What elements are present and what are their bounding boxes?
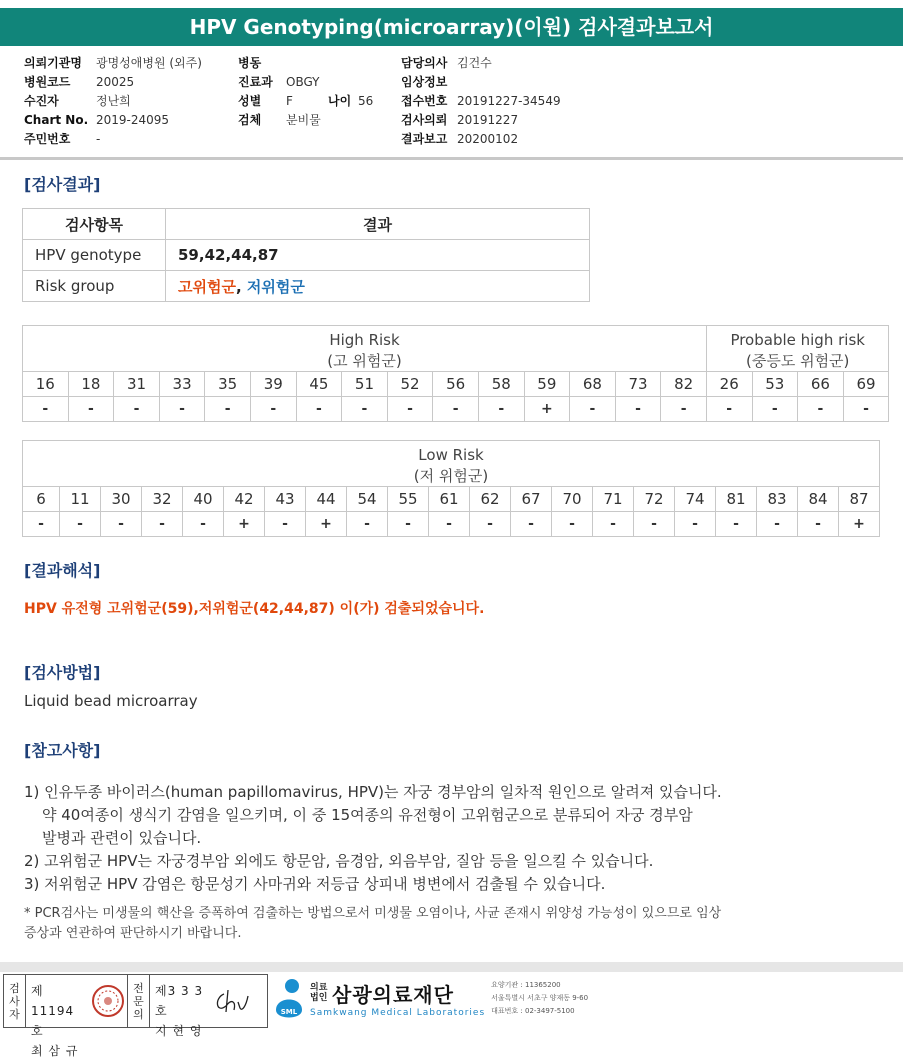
risk-high: 고위험군 (178, 277, 236, 296)
method-text: Liquid bead microarray (24, 692, 198, 710)
footer-divider (0, 962, 903, 972)
genotype-result-mark: - (265, 512, 306, 537)
info-row (401, 73, 561, 92)
genotype-result-mark: - (570, 397, 616, 422)
genotype-type: 43 (265, 487, 306, 512)
genotype-type: 45 (297, 372, 343, 397)
genotype-type: 68 (570, 372, 616, 397)
inspector-info (26, 975, 88, 1058)
genotype-type: 33 (160, 372, 206, 397)
genotype-label: HPV genotype (23, 240, 166, 271)
genotype-type: 44 (306, 487, 347, 512)
genotype-result-mark: - (347, 512, 388, 537)
info-col-2 (238, 54, 373, 130)
info-value: 광명성애병원 (외주) (96, 56, 202, 70)
section-method-heading: [검사방법] (24, 663, 101, 682)
info-row (401, 54, 561, 73)
genotype-type: 30 (101, 487, 142, 512)
info-row (238, 111, 373, 130)
genotype-type: 62 (470, 487, 511, 512)
reference-line: 1) 인유두종 바이러스(human papillomavirus, HPV)는 자궁 경부암의 일차적 원인으로 알려져 있습니다. (24, 783, 722, 801)
genotype-type: 59 (525, 372, 571, 397)
genotype-result-mark: - (552, 512, 593, 537)
info-value: 분비물 (286, 113, 321, 127)
genotype-type: 51 (342, 372, 388, 397)
signature-mark (210, 975, 250, 1027)
label-char: 문 (133, 994, 144, 1008)
info-row (401, 130, 561, 149)
label-char: 검 (9, 981, 20, 995)
seal-stamp (88, 975, 128, 1027)
genotype-result-mark: - (251, 397, 297, 422)
genotype-result-mark: - (160, 397, 206, 422)
info-key: 나이 (328, 94, 352, 108)
inspector-license: 제11194호 (31, 984, 75, 1038)
info-key: 결과보고 (401, 132, 448, 146)
logo-text: SML (280, 1008, 298, 1016)
section-interpretation-heading: [결과해석] (24, 561, 101, 580)
header-divider (0, 157, 903, 160)
info-row (401, 111, 561, 130)
risk-group-subtitle: (저 위험군) (413, 467, 489, 485)
risk-group-header (707, 326, 889, 372)
genotype-result-mark: + (525, 397, 571, 422)
reference-line: 3) 저위험군 HPV 감염은 항문성기 사마귀와 저등급 상피내 병변에서 검출될 수 있습니다. (24, 875, 606, 893)
info-value: 2019-24095 (96, 113, 170, 127)
genotype-type: 39 (251, 372, 297, 397)
risk-low: 저위험군 (246, 277, 305, 296)
note-line: 증상과 연관하여 판단하시기 바랍니다. (24, 926, 242, 941)
risk-label: Risk group (23, 271, 166, 302)
reference-list (24, 781, 722, 896)
genotype-result-mark: - (23, 512, 60, 537)
org-english-name: Samkwang Medical Laboratories (310, 1007, 486, 1018)
genotype-type: 74 (675, 487, 716, 512)
genotype-result-mark: - (593, 512, 634, 537)
genotype-type: 83 (757, 487, 798, 512)
genotype-type: 61 (429, 487, 470, 512)
head-item: 검사항목 (23, 209, 166, 240)
risk-group-name: Probable high risk (730, 331, 865, 349)
genotype-result-mark: - (114, 397, 160, 422)
genotype-type: 66 (798, 372, 844, 397)
genotype-value: 59,42,44,87 (166, 240, 590, 271)
genotype-type: 87 (839, 487, 880, 512)
genotype-mark-row (23, 512, 880, 537)
genotype-result-mark: + (306, 512, 347, 537)
label-char: 자 (9, 1007, 20, 1021)
info-row (401, 92, 561, 111)
table-row (23, 240, 590, 271)
genotype-result-mark: - (433, 397, 479, 422)
genotype-result-mark: - (69, 397, 115, 422)
info-key: 담당의사 (401, 56, 448, 70)
org-name: 삼광의료재단 (332, 982, 454, 1007)
org-contact (491, 979, 588, 1018)
genotype-type: 56 (433, 372, 479, 397)
info-value: OBGY (286, 75, 320, 89)
specialist-name: 지 현 영 (155, 1024, 203, 1038)
info-value: 김건수 (457, 56, 492, 70)
genotype-type: 53 (753, 372, 799, 397)
genotype-result-mark: - (183, 512, 224, 537)
info-value: 20191227 (457, 113, 519, 127)
specialist-label (128, 975, 150, 1027)
org-phone: 대표번호 : 02-3497-5100 (491, 1006, 575, 1015)
genotype-type: 18 (69, 372, 115, 397)
genotype-result-mark: - (101, 512, 142, 537)
reference-line: 발병과 관련이 있습니다. (42, 829, 202, 847)
genotype-result-mark: - (675, 512, 716, 537)
risk-comma: , (235, 277, 247, 296)
info-value: F (286, 94, 293, 108)
label-char: 전 (133, 981, 144, 995)
info-key: 접수번호 (401, 94, 448, 108)
inspector-name: 최 삼 규 (31, 1044, 79, 1058)
genotype-number-row (23, 487, 880, 512)
org-names (310, 979, 485, 1018)
genotype-result-mark: - (388, 397, 434, 422)
label-char: 사 (9, 994, 20, 1008)
genotype-type: 16 (23, 372, 69, 397)
info-key: 성별 (238, 94, 262, 108)
table-row (23, 271, 590, 302)
genotype-result-mark: - (616, 397, 662, 422)
genotype-result-mark: - (429, 512, 470, 537)
info-key: 진료과 (238, 75, 273, 89)
info-value: - (96, 132, 101, 146)
info-key: 임상정보 (401, 75, 448, 89)
info-value: 56 (358, 94, 374, 108)
info-col-3 (401, 54, 561, 149)
genotype-result-mark: - (470, 512, 511, 537)
genotype-type: 35 (205, 372, 251, 397)
genotype-result-mark: + (224, 512, 265, 537)
reference-line: 2) 고위험군 HPV는 자궁경부암 외에도 항문암, 음경암, 외음부암, 질암 등을 일으킬 수 있습니다. (24, 852, 654, 870)
info-key: 검사의뢰 (401, 113, 448, 127)
info-row (24, 54, 202, 73)
genotype-type: 58 (479, 372, 525, 397)
info-row (238, 92, 373, 111)
specialist-info (150, 975, 210, 1038)
table-row (23, 209, 590, 240)
org-code: 요양기관 : 11365200 (491, 980, 561, 989)
info-value: 20200102 (457, 132, 519, 146)
pcr-note (24, 904, 884, 944)
genotype-type: 73 (616, 372, 662, 397)
specialist-license: 제3 3 3 호 (155, 984, 204, 1018)
genotype-result-mark: - (60, 512, 101, 537)
genotype-result-mark: - (753, 397, 799, 422)
genotype-type: 72 (634, 487, 675, 512)
info-key: 수진자 (24, 94, 59, 108)
genotype-result-mark: - (798, 512, 839, 537)
info-row (24, 92, 202, 111)
info-row (24, 73, 202, 92)
genotype-result-mark: - (707, 397, 753, 422)
report-title: HPV Genotyping(microarray)(이원) 검사결과보고서 (0, 8, 903, 46)
genotype-type: 6 (23, 487, 60, 512)
interpretation-text: HPV 유전형 고위험군(59),저위험군(42,44,87) 이(가) 검출되었습니다. (24, 601, 485, 617)
sml-logo-icon (272, 976, 304, 1020)
genotype-type: 82 (661, 372, 707, 397)
info-col-1 (24, 54, 202, 149)
genotype-result-mark: - (844, 397, 890, 422)
genotype-type: 71 (593, 487, 634, 512)
signature-box (3, 974, 268, 1058)
info-value: 20025 (96, 75, 135, 89)
genotype-type: 69 (844, 372, 890, 397)
label-char: 의 (133, 1007, 144, 1021)
info-key: 병원코드 (24, 75, 71, 89)
genotype-type: 67 (511, 487, 552, 512)
risk-group-subtitle: (고 위험군) (327, 352, 402, 370)
risk-group-name: Low Risk (418, 446, 484, 464)
risk-group-subtitle: (중등도 위험군) (745, 352, 850, 370)
genotype-type: 84 (798, 487, 839, 512)
genotype-type: 42 (224, 487, 265, 512)
info-value: 20191227-34549 (457, 94, 561, 108)
section-result-heading: [검사결과] (24, 175, 101, 194)
inspector-label (4, 975, 26, 1027)
head-result: 결과 (166, 209, 590, 240)
genotype-result-mark: - (511, 512, 552, 537)
high-risk-grid (22, 325, 889, 422)
info-key: 주민번호 (24, 132, 71, 146)
genotype-result-mark: - (661, 397, 707, 422)
risk-group-name: High Risk (329, 331, 400, 349)
genotype-type: 26 (707, 372, 753, 397)
genotype-result-mark: - (716, 512, 757, 537)
risk-group-header (23, 441, 880, 487)
info-key: Chart No. (24, 113, 89, 127)
info-row (24, 111, 202, 130)
info-row (238, 73, 373, 92)
section-reference-heading: [참고사항] (24, 741, 101, 760)
genotype-result-mark: - (798, 397, 844, 422)
genotype-number-row (23, 372, 889, 397)
info-key: 의뢰기관명 (24, 56, 82, 70)
genotype-result-mark: - (479, 397, 525, 422)
org-address: 서울특별시 서초구 양재동 9-60 (491, 993, 589, 1002)
genotype-result-mark: - (342, 397, 388, 422)
result-table (22, 208, 590, 302)
grid-header-row (23, 441, 880, 487)
risk-group-header (23, 326, 707, 372)
genotype-result-mark: - (205, 397, 251, 422)
genotype-type: 31 (114, 372, 160, 397)
info-value: 정난희 (96, 94, 131, 108)
low-risk-grid (22, 440, 880, 537)
genotype-type: 55 (388, 487, 429, 512)
reference-line: 약 40여종이 생식기 감염을 일으키며, 이 중 15여종의 유전형이 고위험군으로 분류되어 자궁 경부암 (42, 806, 693, 824)
genotype-result-mark: - (388, 512, 429, 537)
info-key: 병동 (238, 56, 262, 70)
info-key: 검체 (238, 113, 262, 127)
grid-header-row (23, 326, 889, 372)
genotype-result-mark: - (757, 512, 798, 537)
genotype-result-mark: - (634, 512, 675, 537)
genotype-type: 81 (716, 487, 757, 512)
info-row (238, 54, 373, 73)
note-line: * PCR검사는 미생물의 핵산을 증폭하여 검출하는 방법으로서 미생물 오염이나, 사균 존재시 위양성 가능성이 있으므로 임상 (24, 906, 722, 921)
genotype-type: 52 (388, 372, 434, 397)
genotype-type: 32 (142, 487, 183, 512)
risk-value (166, 271, 590, 302)
genotype-result-mark: - (297, 397, 343, 422)
genotype-type: 70 (552, 487, 593, 512)
genotype-type: 11 (60, 487, 101, 512)
genotype-result-mark: + (839, 512, 880, 537)
genotype-result-mark: - (142, 512, 183, 537)
genotype-mark-row (23, 397, 889, 422)
genotype-type: 40 (183, 487, 224, 512)
org-logo-block (272, 976, 588, 1020)
genotype-type: 54 (347, 487, 388, 512)
org-prefix: 의료법인 (310, 983, 328, 1003)
genotype-result-mark: - (23, 397, 69, 422)
info-row (24, 130, 202, 149)
